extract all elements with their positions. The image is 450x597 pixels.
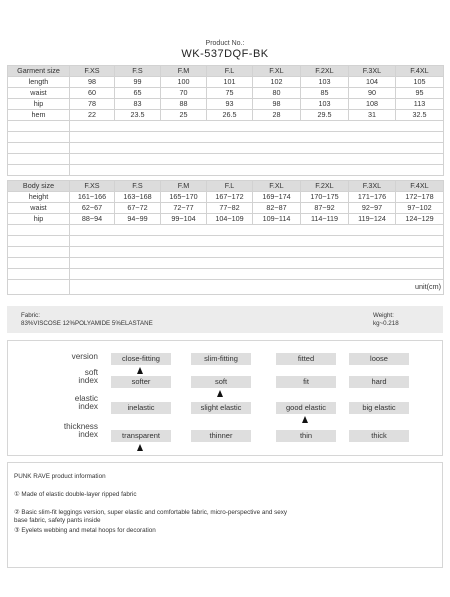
empty-cell xyxy=(8,154,70,165)
empty-row xyxy=(8,154,444,165)
table-cell: 83 xyxy=(115,99,161,110)
empty-cell xyxy=(8,143,70,154)
scale-option: inelastic xyxy=(111,402,171,414)
table-header-row xyxy=(8,66,444,77)
empty-cell xyxy=(70,143,444,154)
table-cell: 108 xyxy=(349,99,396,110)
unit-label: unit(cm) xyxy=(70,280,444,295)
size-column-header: F.XL xyxy=(253,66,301,77)
weight-value: kg~0.218 xyxy=(373,319,399,327)
product-code: WK-537DQF-BK xyxy=(181,48,269,60)
empty-cell xyxy=(8,132,70,143)
table-cell: 23.5 xyxy=(115,110,161,121)
table-cell: 67~72 xyxy=(115,203,161,214)
empty-cell xyxy=(8,280,70,295)
table-cell: 102 xyxy=(253,77,301,88)
table-cell: 104 xyxy=(349,77,396,88)
measurement-label: hip xyxy=(8,99,70,110)
table-row xyxy=(8,77,444,88)
size-column-header: F.2XL xyxy=(301,181,349,192)
scale-option: transparent xyxy=(111,430,171,442)
scale-option: big elastic xyxy=(349,402,409,414)
empty-row xyxy=(8,236,444,247)
product-number-label: Product No.: xyxy=(205,40,245,47)
fabric-composition: 83%VISCOSE 12%POLYAMIDE 5%ELASTANE xyxy=(21,319,153,327)
product-header xyxy=(0,40,450,60)
empty-cell xyxy=(70,247,444,258)
unit-row xyxy=(8,280,444,295)
fabric-box xyxy=(7,306,443,333)
table-cell: 98 xyxy=(70,77,115,88)
size-column-header: F.3XL xyxy=(349,66,396,77)
empty-cell xyxy=(70,132,444,143)
table-cell: 114~119 xyxy=(301,214,349,225)
table-cell: 101 xyxy=(207,77,253,88)
size-column-header: F.XS xyxy=(70,181,115,192)
empty-cell xyxy=(70,154,444,165)
table-cell: 77~82 xyxy=(207,203,253,214)
empty-cell xyxy=(70,121,444,132)
scale-option: hard xyxy=(349,376,409,388)
empty-row xyxy=(8,247,444,258)
table-cell: 62~67 xyxy=(70,203,115,214)
table-cell: 25 xyxy=(161,110,207,121)
table-cell: 85 xyxy=(301,88,349,99)
info-item: base fabric, safety pants inside xyxy=(14,517,101,524)
measurement-label: hem xyxy=(8,110,70,121)
empty-cell xyxy=(70,269,444,280)
size-column-header: F.2XL xyxy=(301,66,349,77)
fabric-label: Fabric: xyxy=(21,312,40,319)
info-item: ③ Eyelets webbing and metal hoops for decoration xyxy=(14,527,156,534)
table-cell: 93 xyxy=(207,99,253,110)
empty-cell xyxy=(8,258,70,269)
empty-row xyxy=(8,258,444,269)
measurement-label: waist xyxy=(8,203,70,214)
table-cell: 60 xyxy=(70,88,115,99)
table-cell: 87~92 xyxy=(301,203,349,214)
empty-cell xyxy=(8,165,70,176)
selected-marker-icon xyxy=(137,367,143,374)
table-cell: 103 xyxy=(301,77,349,88)
measurement-label: hip xyxy=(8,214,70,225)
info-item: ② Basic slim-fit leggings version, super elastic and comfortable fabric, micro-perspective and sexy xyxy=(14,509,288,516)
scale-option: slight elastic xyxy=(191,402,251,414)
table-cell: 90 xyxy=(349,88,396,99)
scale-name-line: elastic xyxy=(74,394,98,403)
table-cell: 105 xyxy=(396,77,444,88)
table-cell: 172~178 xyxy=(396,192,444,203)
empty-row xyxy=(8,269,444,280)
size-column-header: F.L xyxy=(207,66,253,77)
scale-name-line: thickness xyxy=(63,422,98,431)
size-column-header: F.S xyxy=(115,66,161,77)
scale-option: good elastic xyxy=(276,402,336,414)
size-column-header: F.S xyxy=(115,181,161,192)
scale-option: soft xyxy=(191,376,251,388)
size-column-header: F.XL xyxy=(253,181,301,192)
table-cell: 119~124 xyxy=(349,214,396,225)
table-header-row xyxy=(8,181,444,192)
table-cell: 22 xyxy=(70,110,115,121)
empty-row xyxy=(8,225,444,236)
empty-cell xyxy=(8,121,70,132)
table-cell: 169~174 xyxy=(253,192,301,203)
table-cell: 98 xyxy=(253,99,301,110)
scale-option: fit xyxy=(276,376,336,388)
table-cell: 70 xyxy=(161,88,207,99)
empty-cell xyxy=(8,225,70,236)
table-cell: 29.5 xyxy=(301,110,349,121)
scale-name-line: index xyxy=(78,376,98,385)
size-column-header: F.4XL xyxy=(396,181,444,192)
table-cell: 26.5 xyxy=(207,110,253,121)
body-size-table xyxy=(7,180,444,295)
size-column-header: F.XS xyxy=(70,66,115,77)
empty-cell xyxy=(70,165,444,176)
table-cell: 75 xyxy=(207,88,253,99)
table-row xyxy=(8,99,444,110)
table-cell: 100 xyxy=(161,77,207,88)
empty-row xyxy=(8,121,444,132)
table-cell: 104~109 xyxy=(207,214,253,225)
table-cell: 165~170 xyxy=(161,192,207,203)
size-column-header: F.3XL xyxy=(349,181,396,192)
table-cell: 171~176 xyxy=(349,192,396,203)
table-cell: 97~102 xyxy=(396,203,444,214)
table-cell: 99 xyxy=(115,77,161,88)
empty-row xyxy=(8,165,444,176)
table-cell: 31 xyxy=(349,110,396,121)
table-cell: 78 xyxy=(70,99,115,110)
weight-label: Weight: xyxy=(373,312,394,319)
empty-cell xyxy=(8,247,70,258)
scale-option: thick xyxy=(349,430,409,442)
table-cell: 32.5 xyxy=(396,110,444,121)
scale-name-line: version xyxy=(71,352,98,361)
scale-name xyxy=(8,353,98,361)
empty-cell xyxy=(70,236,444,247)
measurement-label: height xyxy=(8,192,70,203)
scale-name xyxy=(8,369,98,385)
table-cell: 167~172 xyxy=(207,192,253,203)
scale-option: thin xyxy=(276,430,336,442)
table-row xyxy=(8,88,444,99)
scale-name-line: index xyxy=(78,430,98,439)
scale-option: softer xyxy=(111,376,171,388)
empty-cell xyxy=(70,225,444,236)
garment-size-table xyxy=(7,65,444,176)
scale-name xyxy=(8,423,98,439)
table-cell: 65 xyxy=(115,88,161,99)
table-cell: 163~168 xyxy=(115,192,161,203)
empty-row xyxy=(8,143,444,154)
size-column-header: F.M xyxy=(161,66,207,77)
table-row xyxy=(8,110,444,121)
scale-name-line: index xyxy=(78,402,98,411)
table-row xyxy=(8,214,444,225)
info-item: ① Made of elastic double-layer ripped fabric xyxy=(14,491,137,498)
table-cell: 109~114 xyxy=(253,214,301,225)
scale-name xyxy=(8,395,98,411)
empty-cell xyxy=(8,269,70,280)
table-header-title: Body size xyxy=(8,181,70,192)
size-column-header: F.4XL xyxy=(396,66,444,77)
selected-marker-icon xyxy=(217,390,223,397)
property-scale-panel xyxy=(7,340,443,456)
table-cell: 88 xyxy=(161,99,207,110)
table-cell: 124~129 xyxy=(396,214,444,225)
measurement-label: length xyxy=(8,77,70,88)
table-row xyxy=(8,203,444,214)
empty-cell xyxy=(70,258,444,269)
product-info-box xyxy=(7,462,443,568)
table-cell: 72~77 xyxy=(161,203,207,214)
scale-option: fitted xyxy=(276,353,336,365)
table-cell: 94~99 xyxy=(115,214,161,225)
scale-option: close-fitting xyxy=(111,353,171,365)
measurement-label: waist xyxy=(8,88,70,99)
scale-option: thinner xyxy=(191,430,251,442)
table-cell: 92~97 xyxy=(349,203,396,214)
table-cell: 95 xyxy=(396,88,444,99)
table-cell: 161~166 xyxy=(70,192,115,203)
table-cell: 170~175 xyxy=(301,192,349,203)
size-column-header: F.M xyxy=(161,181,207,192)
scale-option: loose xyxy=(349,353,409,365)
empty-row xyxy=(8,132,444,143)
size-column-header: F.L xyxy=(207,181,253,192)
table-cell: 80 xyxy=(253,88,301,99)
scale-option: slim-fitting xyxy=(191,353,251,365)
table-cell: 99~104 xyxy=(161,214,207,225)
table-cell: 103 xyxy=(301,99,349,110)
empty-cell xyxy=(8,236,70,247)
table-row xyxy=(8,192,444,203)
table-cell: 82~87 xyxy=(253,203,301,214)
table-header-title: Garment size xyxy=(8,66,70,77)
selected-marker-icon xyxy=(137,444,143,451)
table-cell: 113 xyxy=(396,99,444,110)
table-cell: 88~94 xyxy=(70,214,115,225)
scale-name-line: soft xyxy=(84,368,98,377)
table-cell: 28 xyxy=(253,110,301,121)
selected-marker-icon xyxy=(302,416,308,423)
info-title: PUNK RAVE product information xyxy=(14,473,106,480)
